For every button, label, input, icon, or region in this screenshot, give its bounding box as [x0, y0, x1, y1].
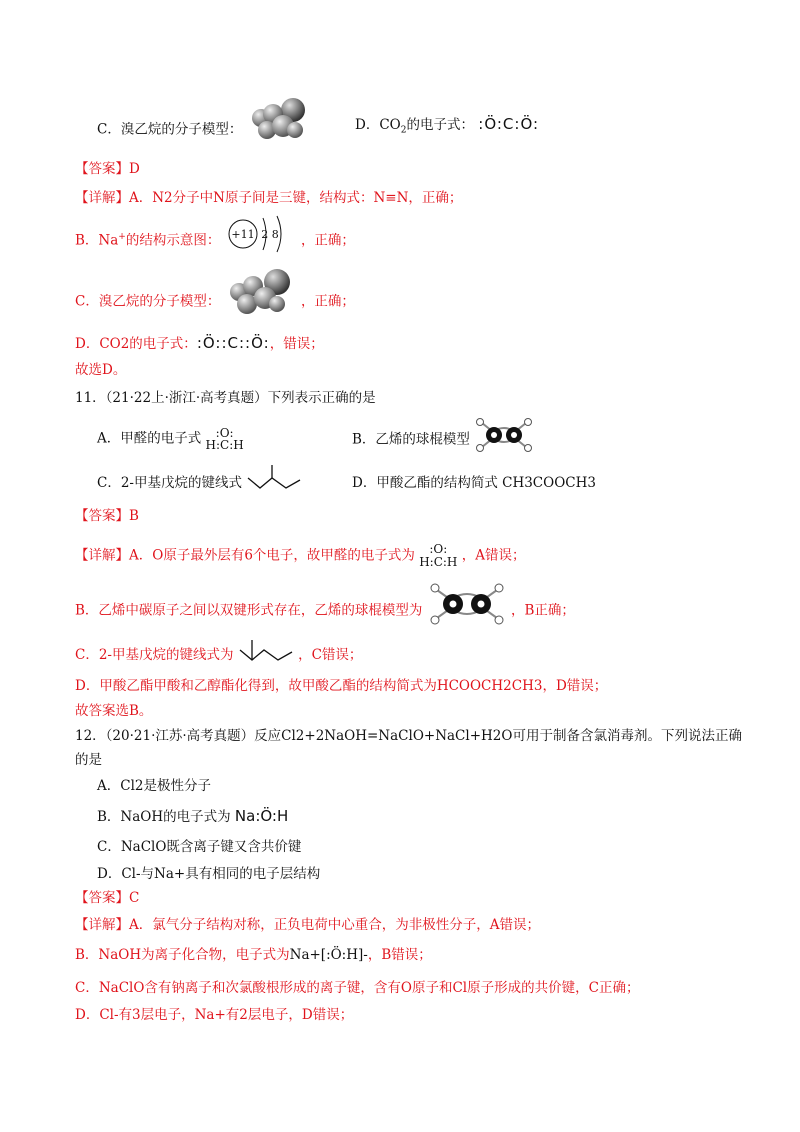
q10-detail-c: C．溴乙烷的分子模型： ，正确；: [75, 286, 355, 318]
q11-option-c: C．2-甲基戊烷的键线式: [97, 473, 302, 494]
q11-detail-b: B．乙烯中碳原子之间以双键形式存在，乙烯的球棍模型为 ，B正确；: [75, 596, 575, 626]
bromoethane-model-icon: [225, 266, 297, 318]
q12-detail-c: C．NaClO含有钠离子和次氯酸根形成的离子键，含有O原子和Cl原子形成的共价键，C正确；: [75, 980, 640, 996]
methylpentane-skeletal-icon: [238, 636, 294, 666]
q10-option-c: C．溴乙烷的分子模型：: [97, 114, 311, 146]
q11-answer: 【答案】B: [75, 508, 139, 524]
bromoethane-model-icon: [247, 96, 311, 146]
q12-stem-line1: 12．（20·21·江苏·高考真题）反应Cl2+2NaOH=NaClO+NaCl+H2O可用于制备含氯消毒剂。下列说法正确: [75, 728, 742, 744]
q11-detail-c: C．2-甲基戊烷的键线式为 ，C错误；: [75, 645, 362, 666]
q12-detail-a: 【详解】A．氯气分子结构对称，正负电荷中心重合，为非极性分子，A错误；: [75, 917, 540, 933]
methylpentane-skeletal-icon: [246, 464, 302, 494]
q12-detail-d: D．Cl-有3层电子，Na+有2层电子，D错误；: [75, 1007, 354, 1023]
naoh-formula: Na:Ö:H: [234, 807, 289, 825]
formaldehyde-formula: :O: H:C:H: [205, 426, 244, 452]
q11-option-a: A．甲醛的电子式 :O: H:C:H: [97, 426, 244, 452]
q12-option-d: D．Cl-与Na+具有相同的电子层结构: [97, 866, 321, 882]
q11-option-b: B．乙烯的球棍模型: [352, 427, 534, 453]
q11-conclusion: 故答案选B。: [75, 703, 153, 719]
q10-option-d: D．$CO_2$的电子式： :Ö:C:Ö:: [355, 115, 540, 136]
q10-detail-a: 【详解】A．N2分子中N原子间是三键，结构式：N≡N，正确；: [75, 190, 463, 206]
q12-answer: 【答案】C: [75, 890, 140, 906]
q11-detail-a: 【详解】A．O原子最外层有6个电子，故甲醛的电子式为 :O: H:C:H ，A错误；: [75, 542, 526, 569]
ethylene-ball-stick-icon: [427, 582, 507, 626]
q11-stem: 11．（21·22上·浙江·高考真题）下列表示正确的是: [75, 390, 376, 406]
q12-option-a: A．Cl2是极性分子: [97, 778, 211, 794]
q12-option-c: C．NaClO既含离子键又含共价键: [97, 839, 302, 855]
q10-detail-d: D．CO2的电子式：:Ö::C::Ö:，错误；: [75, 334, 324, 352]
q12-detail-b: B．NaOH为离子化合物，电子式为Na+[:Ö:H]-，B错误；: [75, 947, 432, 963]
shell-label: 2 8: [260, 228, 279, 241]
q11-option-d: D．甲酸乙酯的结构简式 CH3COOCH3: [352, 475, 596, 491]
q10-answer: 【答案】D: [75, 161, 140, 177]
ethylene-ball-stick-icon: [474, 417, 534, 453]
nucleus-label: +11: [231, 228, 255, 241]
naoh-ionic-formula: Na+[:Ö:H]-: [289, 947, 368, 963]
na-ion-structure-diagram: [225, 212, 297, 256]
q11-detail-d: D．甲酸乙酯甲酸和乙醇酯化得到，故甲酸乙酯的结构简式为HCOOCH2CH3，D错误；: [75, 678, 608, 694]
formaldehyde-formula: :O: H:C:H: [419, 542, 458, 569]
q12-stem-line2: 的是: [75, 752, 102, 768]
q10-conclusion: 故选D。: [75, 362, 127, 378]
co2-wrong-formula: :Ö::C::Ö:: [196, 334, 270, 352]
q12-option-b: B．NaOH的电子式为 Na:Ö:H: [97, 807, 289, 825]
q10-detail-b: B．Na+的结构示意图： +11 2 8 ，正确；: [75, 226, 355, 256]
co2-electron-formula: :Ö:C:Ö:: [478, 115, 540, 133]
